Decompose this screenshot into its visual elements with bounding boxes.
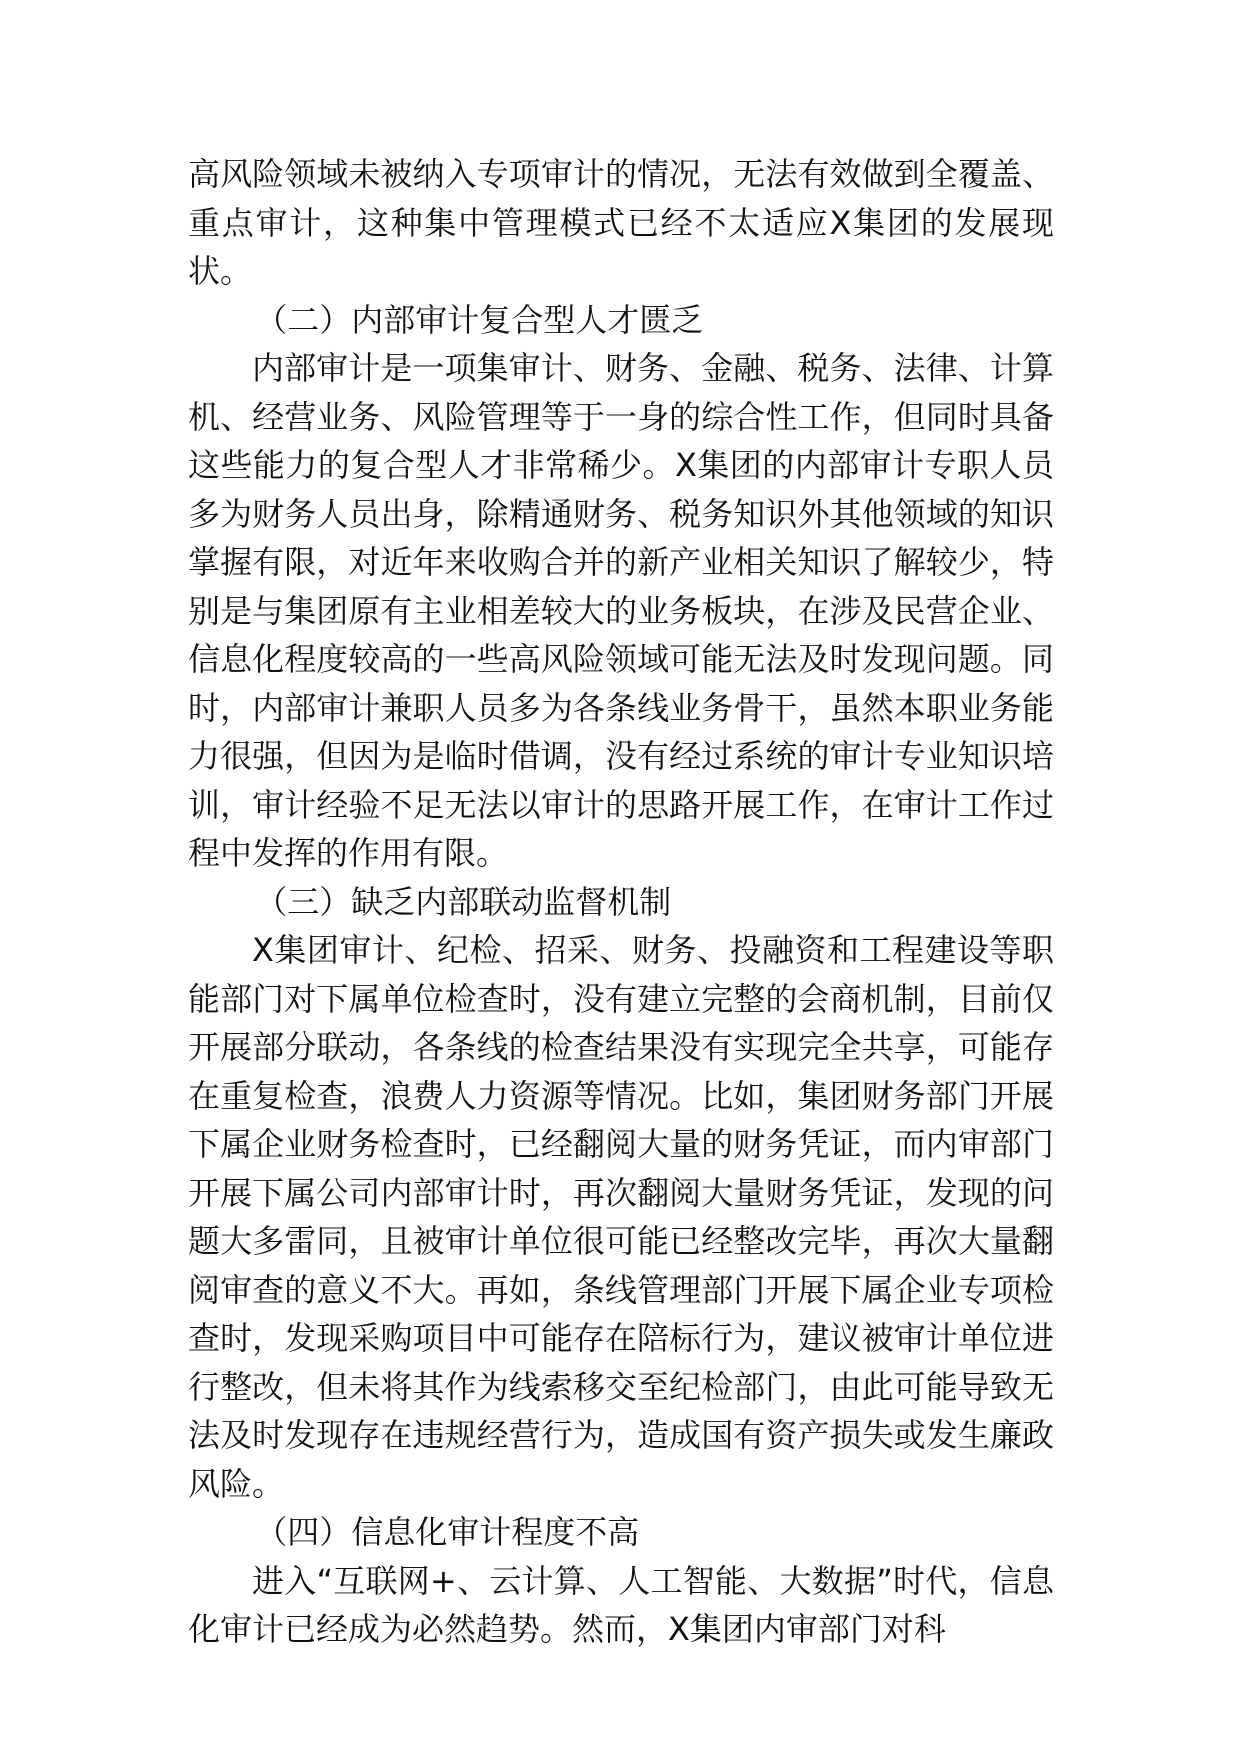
section-heading-2: （二）内部审计复合型人才匮乏 [255,300,704,339]
paragraph-supervision: X集团审计、纪检、招采、财务、投融资和工程建设等职能部门对下属单位检查时，没有建立完整的会商机制，目前仅开展部分联动，各条线的检查结果没有实现完全共享，可能存在重复检查，浪费人力资源等情况。比如，集团财务部门开展下属企业财务检查时，已经翻阅大量的财务凭证，而内审部门开展下属公司内部审计时，再次翻阅大量财务凭证，发现的问题大多雷同，且被审计单位很可能已经整改完毕，再次大量翻阅审查的意义不大。再如，条线管理部门开展下属企业专项检查时，发现采购项目中可能存在陪标行为，建议被审计单位进行整改，但未将其作为线索移交至纪检部门，由此可能导致无法及时发现存在违规经营行为，造成国有资产损失或发生廉政风险。 [188,931,1054,1503]
section-heading-3: （三）缺乏内部联动监督机制 [255,882,672,921]
paragraph-informatization: 进入“互联网+、云计算、人工智能、大数据”时代，信息化审计已经成为必然趋势。然而，X集团内审部门对科 [188,1561,1054,1648]
section-heading-4: （四）信息化审计程度不高 [255,1513,640,1551]
paragraph-continued: 高风险领域未被纳入专项审计的情况，无法有效做到全覆盖、重点审计，这种集中管理模式已经不太适应X集团的发展现状。 [188,155,1054,290]
paragraph-talent: 内部审计是一项集审计、财务、金融、税务、法律、计算机、经营业务、风险管理等于一身的综合性工作，但同时具备这些能力的复合型人才非常稀少。X集团的内部审计专职人员多为财务人员出身，除精通财务、税务知识外其他领域的知识掌握有限，对近年来收购合并的新产业相关知识了解较少，特别是与集团原有主业相差较大的业务板块，在涉及民营企业、信息化程度较高的一些高风险领域可能无法及时发现问题。同时，内部审计兼职人员多为各条线业务骨干，虽然本职业务能力很强，但因为是临时借调，没有经过系统的审计专业知识培训，审计经验不足无法以审计的思路开展工作，在审计工作过程中发挥的作用有限。 [188,349,1054,872]
document-page [188,150,1054,1654]
